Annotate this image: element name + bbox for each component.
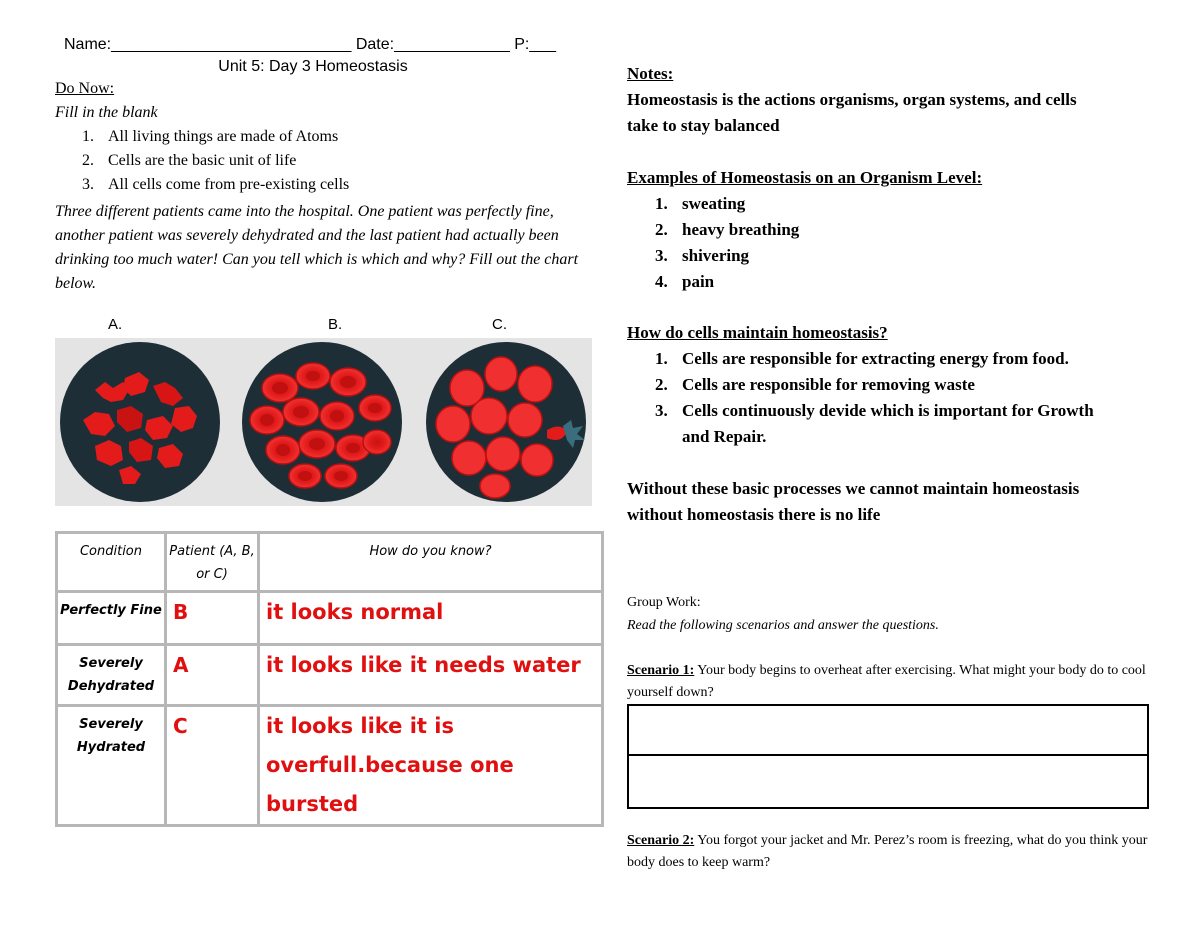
chart-header-row: [57, 533, 603, 592]
do-now-item: [82, 176, 349, 194]
item-number: 2.: [655, 220, 668, 239]
conclusion-line-2: without homeostasis there is no life: [627, 505, 881, 524]
condition-cell: Severely Dehydrated: [57, 645, 166, 706]
worksheet-title: Unit 5: Day 3 Homeostasis: [218, 58, 408, 75]
header-how-do-you-know: How do you know?: [259, 533, 603, 592]
dish-c: [426, 342, 586, 502]
list-item: [655, 246, 749, 266]
condition-cell: Severely Hydrated: [57, 706, 166, 826]
patient-answer-field[interactable]: A: [166, 645, 259, 706]
cells-heading: How do cells maintain homeostasis?: [627, 323, 888, 342]
patient-answer-field[interactable]: C: [166, 706, 259, 826]
reason-answer-field[interactable]: it looks normal: [259, 592, 603, 645]
fill-blank-instruction: Fill in the blank: [55, 104, 158, 121]
notes-heading: Notes:: [627, 64, 674, 83]
item-text: All living things are made of Atoms: [108, 128, 339, 145]
item-number: 2.: [82, 152, 94, 169]
patient-answer-field[interactable]: B: [166, 592, 259, 645]
table-row: [57, 592, 603, 645]
table-row: [57, 706, 603, 826]
item-text: Cells are the basic unit of life: [108, 152, 297, 169]
scenario-1-text: Your body begins to overheat after exercising. What might your body do to cool yourself down?: [627, 663, 1146, 700]
item-text: Cells continuously devide which is important for Growth: [682, 401, 1094, 420]
item-text: All cells come from pre-existing cells: [108, 176, 350, 193]
group-work-heading: Group Work:: [627, 595, 701, 610]
cell-label-a: A.: [108, 316, 123, 333]
reason-answer-field[interactable]: it looks like it needs water: [259, 645, 603, 706]
definition-line-1: Homeostasis is the actions organisms, organ systems, and cells: [627, 90, 1077, 109]
list-item: [655, 401, 1094, 421]
scenario-2-label: Scenario 2:: [627, 833, 695, 848]
scenario-1-label: Scenario 1:: [627, 663, 695, 678]
list-item-continuation: and Repair.: [682, 427, 767, 446]
definition-line-2: take to stay balanced: [627, 116, 780, 135]
scenario-1: [627, 660, 1157, 704]
dish-a: [60, 342, 220, 502]
scenario-1-answer-box[interactable]: [627, 704, 1149, 809]
item-number: 3.: [655, 246, 668, 265]
item-number: 3.: [655, 401, 668, 420]
do-now-item: [82, 128, 338, 146]
conclusion-line-1: Without these basic processes we cannot maintain homeostasis: [627, 479, 1080, 498]
item-text: sweating: [682, 194, 746, 213]
blood-cells-svg: [55, 338, 592, 506]
reason-answer-field[interactable]: it looks like it is overfull.because one bursted: [259, 706, 603, 826]
header-patient: Patient (A, B, or C): [166, 533, 259, 592]
item-text: Cells are responsible for extracting energy from food.: [682, 349, 1069, 368]
blood-cells-illustration: [55, 338, 592, 506]
answer-box-divider: [627, 754, 1147, 756]
list-item: [655, 220, 799, 240]
item-text: pain: [682, 272, 715, 291]
patient-scenario: Three different patients came into the hospital. One patient was perfectly fine, another patient was severely dehydrated and the last patient had actually been drinking too much water! Can you tell which is which and why? Fill out the chart below.: [55, 203, 579, 292]
item-number: 3.: [82, 176, 94, 193]
examples-heading: Examples of Homeostasis on an Organism Level:: [627, 168, 983, 187]
item-number: 4.: [655, 272, 668, 291]
list-item: [655, 349, 1069, 369]
name-date-period-line: Name:___________________________ Date:_____________ P:___: [64, 36, 557, 53]
list-item: [655, 375, 975, 395]
list-item: [655, 272, 714, 292]
item-text: shivering: [682, 246, 750, 265]
cell-label-c: C.: [492, 316, 507, 333]
scenario-2-text: You forgot your jacket and Mr. Perez’s room is freezing, what do you think your body does to keep warm?: [627, 833, 1148, 870]
list-item: [655, 194, 745, 214]
do-now-heading: Do Now:: [55, 80, 115, 97]
do-now-item: [82, 152, 296, 170]
cell-label-b: B.: [328, 316, 343, 333]
table-row: [57, 645, 603, 706]
condition-cell: Perfectly Fine: [57, 592, 166, 645]
dish-b: [242, 342, 402, 502]
patient-chart: [55, 531, 604, 827]
group-work-instruction: Read the following scenarios and answer the questions.: [627, 618, 939, 633]
header-condition: Condition: [57, 533, 166, 592]
item-number: 1.: [655, 349, 668, 368]
item-number: 2.: [655, 375, 668, 394]
item-number: 1.: [82, 128, 94, 145]
scenario-2: [627, 830, 1157, 874]
item-text: heavy breathing: [682, 220, 800, 239]
item-text: Cells are responsible for removing waste: [682, 375, 975, 394]
item-number: 1.: [655, 194, 668, 213]
